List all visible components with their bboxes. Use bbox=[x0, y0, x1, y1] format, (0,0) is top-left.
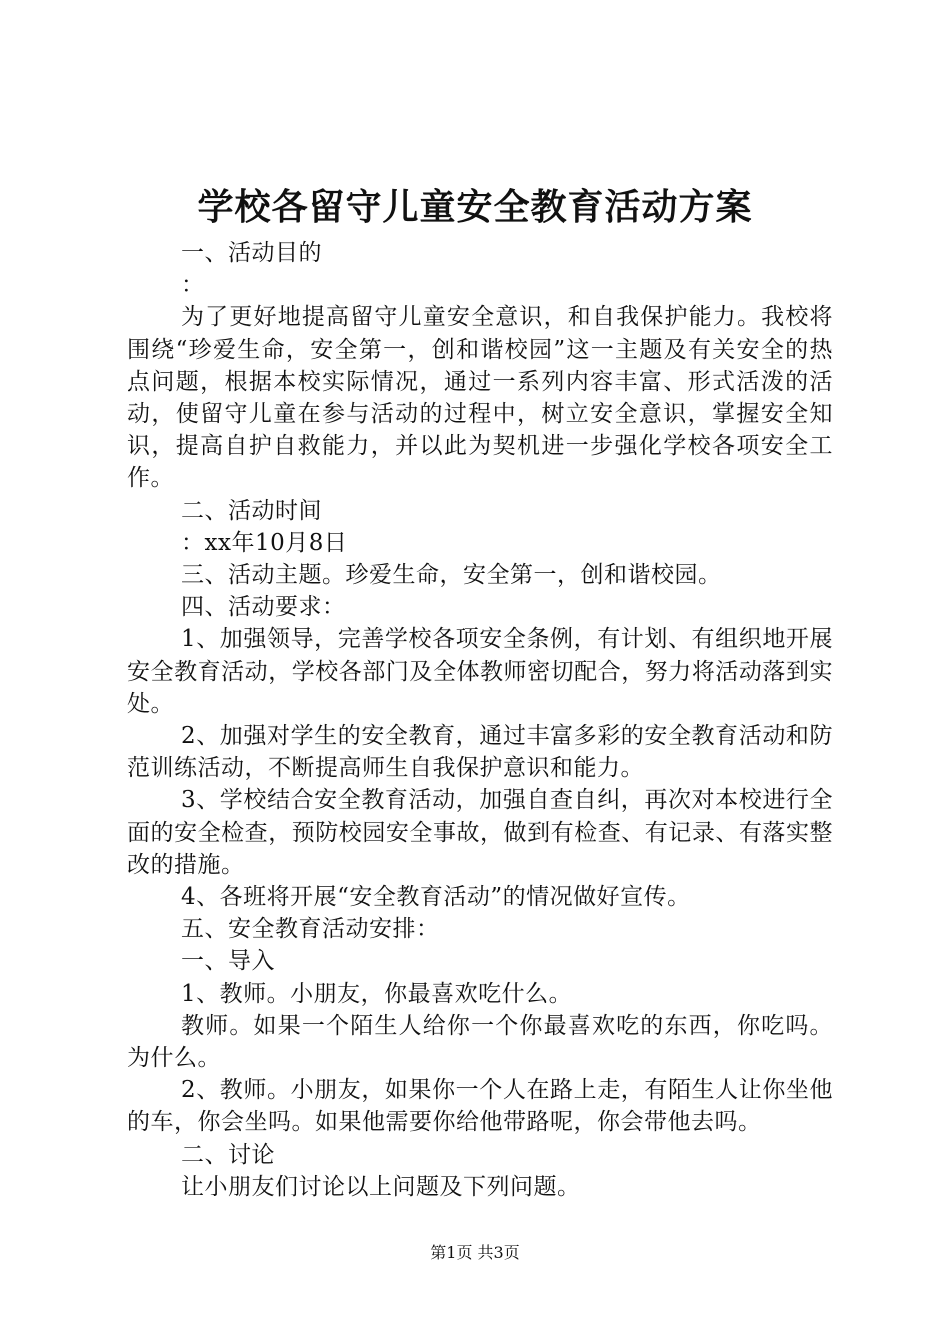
heading-theme: 三、活动主题。珍爱生命，安全第一，创和谐校园。 bbox=[181, 562, 722, 589]
requirement-2: 2、加强对学生的安全教育，通过丰富多彩的安全教育活动和防范训练活动，不断提高师生自我保护意识和能力。 bbox=[127, 723, 833, 782]
purpose-colon: ： bbox=[181, 272, 205, 299]
requirement-1: 1、加强领导，完善学校各项安全条例，有计划、有组织地开展安全教育活动，学校各部门及全体教师密切配合，努力将活动落到实处。 bbox=[127, 626, 833, 717]
heading-arrangement: 五、安全教育活动安排： bbox=[181, 916, 440, 943]
document-body bbox=[127, 237, 833, 1203]
intro-item-2: 2、教师。小朋友，如果你一个人在路上走，有陌生人让你坐他的车，你会坐吗。如果他需要你给他带路呢，你会带他去吗。 bbox=[127, 1077, 833, 1136]
discussion-text: 让小朋友们讨论以上问题及下列问题。 bbox=[181, 1173, 581, 1200]
page-footer: 第1页 共3页 bbox=[430, 1243, 520, 1262]
purpose-paragraph: 为了更好地提高留守儿童安全意识，和自我保护能力。我校将围绕“珍爱生命，安全第一，创和谐校园”这一主题及有关安全的热点问题，根据本校实际情况，通过一系列内容丰富、形式活泼的活动，使留守儿童在参与活动的过程中，树立安全意识，掌握安全知识，提高自护自救能力，并以此为契机进一步强化学校各项安全工作。 bbox=[127, 304, 833, 492]
requirement-4: 4、各班将开展“安全教育活动”的情况做好宣传。 bbox=[181, 884, 691, 911]
document-title: 学校各留守儿童安全教育活动方案 bbox=[197, 186, 753, 228]
intro-item-1-followup: 教师。如果一个陌生人给你一个你最喜欢吃的东西，你吃吗。为什么。 bbox=[127, 1012, 833, 1072]
requirement-3: 3、学校结合安全教育活动，加强自查自纠，再次对本校进行全面的安全检查，预防校园安全事故，做到有检查、有记录、有落实整改的措施。 bbox=[127, 787, 833, 878]
heading-purpose: 一、活动目的 bbox=[181, 240, 322, 266]
heading-requirements: 四、活动要求： bbox=[181, 594, 346, 621]
heading-introduction: 一、导入 bbox=[181, 948, 275, 975]
heading-discussion: 二、讨论 bbox=[181, 1141, 275, 1168]
heading-time: 二、活动时间 bbox=[181, 497, 322, 524]
activity-date: ：xx年10月8日 bbox=[181, 529, 348, 556]
intro-item-1: 1、教师。小朋友，你最喜欢吃什么。 bbox=[181, 980, 573, 1007]
